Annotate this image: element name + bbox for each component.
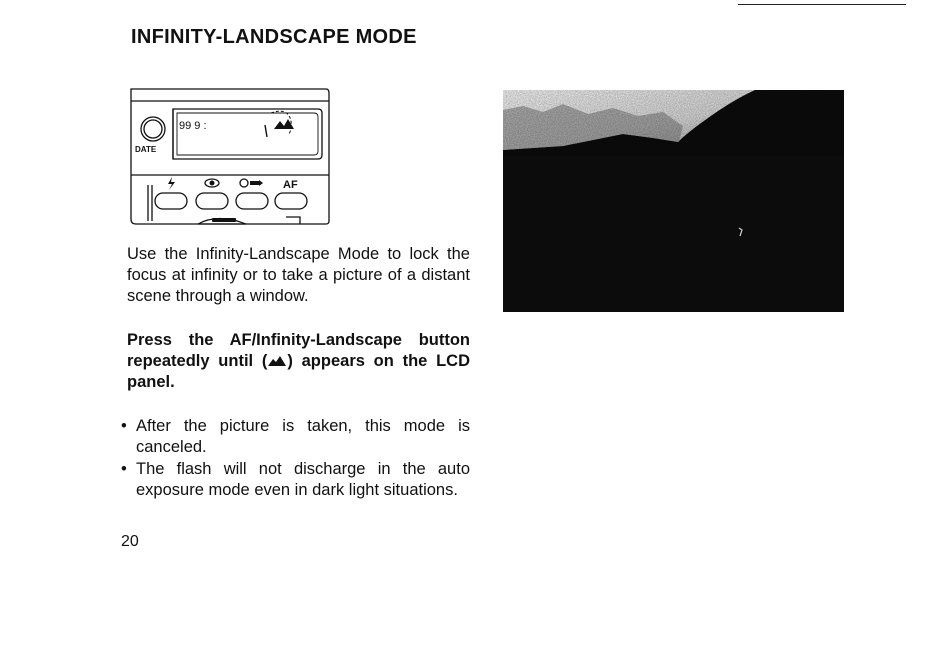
date-label: DATE — [135, 145, 157, 154]
lcd-mountain-icon — [265, 119, 294, 137]
instruction-text-before: Press the AF/Infinity-Landscape button repeatedly until ( — [127, 331, 470, 370]
mountain-icon — [267, 355, 287, 367]
list-item-text: The flash will not discharge in the auto exposure mode even in dark light situations. — [136, 460, 470, 499]
bullet-dot: • — [121, 460, 127, 478]
red-eye-icon — [205, 179, 219, 187]
flash-icon — [168, 177, 175, 190]
af-label: AF — [283, 179, 298, 191]
list-item — [121, 416, 470, 458]
notes-list — [121, 416, 470, 502]
page-title: INFINITY-LANDSCAPE MODE — [131, 26, 417, 48]
instruction-paragraph — [127, 330, 470, 393]
intro-paragraph: Use the Infinity-Landscape Mode to lock the focus at infinity or to take a picture of a distant scene through a window. — [127, 245, 470, 305]
list-item-text: After the picture is taken, this mode is canceled. — [136, 417, 470, 456]
page-number: 20 — [121, 533, 139, 550]
bullet-dot: • — [121, 417, 127, 435]
camera-panel-diagram — [128, 85, 332, 227]
list-item — [121, 459, 470, 501]
lcd-readout: 99 9 : — [179, 120, 207, 132]
self-timer-icon — [240, 179, 263, 187]
landscape-photo — [503, 90, 844, 312]
top-rule — [738, 4, 906, 5]
landscape-photo-icon — [503, 90, 844, 312]
instruction-text-after: ) appears on the LCD panel. — [127, 352, 470, 391]
